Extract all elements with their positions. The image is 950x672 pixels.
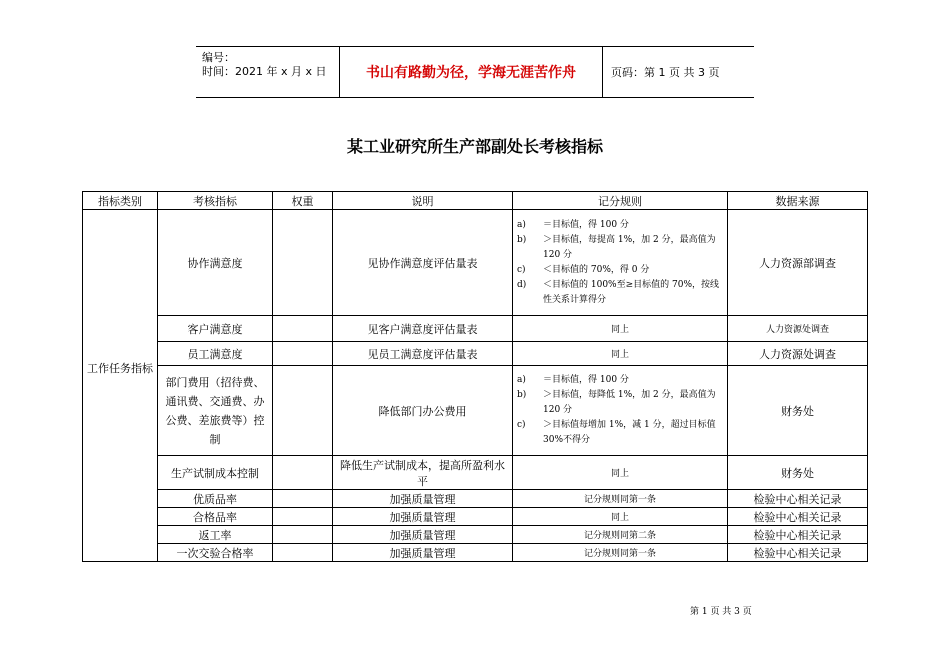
table-row	[83, 316, 868, 342]
page-info: 页码：第 1 页 共 3 页	[611, 66, 720, 79]
indicator-cell: 客户满意度	[158, 316, 273, 342]
weight-cell	[273, 508, 333, 526]
rules-cell	[513, 366, 728, 456]
rule-item: c) ＜目标值的 70%，得 0 分	[517, 264, 650, 275]
table-row	[83, 366, 868, 456]
desc-cell: 加强质量管理	[333, 544, 513, 562]
source-cell: 人力资源处调查	[728, 342, 868, 366]
desc-cell: 见客户满意度评估量表	[333, 316, 513, 342]
rule-item: c) ＞目标值每增加 1%，减 1 分，超过目标值 30%不得分	[517, 420, 716, 445]
weight-cell	[273, 526, 333, 544]
table-row	[83, 490, 868, 508]
page-footer: 第 1 页 共 3 页	[690, 607, 752, 617]
col-header: 说明	[333, 192, 513, 210]
source-cell: 人力资源处调查	[728, 316, 868, 342]
weight-cell	[273, 210, 333, 316]
source-cell: 人力资源部调查	[728, 210, 868, 316]
weight-cell	[273, 366, 333, 456]
indicator-cell: 部门费用（招待费、通讯费、交通费、办公费、差旅费等）控制	[158, 366, 273, 456]
indicator-cell: 一次交验合格率	[158, 544, 273, 562]
desc-cell: 降低部门办公费用	[333, 366, 513, 456]
header-meta	[196, 47, 340, 97]
weight-cell	[273, 456, 333, 490]
rule-cell: 同上	[513, 316, 728, 342]
table-header-row	[83, 192, 868, 210]
col-header: 数据来源	[728, 192, 868, 210]
table-row	[83, 456, 868, 490]
assessment-table	[82, 191, 868, 562]
rule-cell: 同上	[513, 508, 728, 526]
rule-item: b) ＞目标值，每提高 1%，加 2 分，最高值为 120 分	[517, 234, 716, 260]
rule-item: b) ＞目标值，每降低 1%，加 2 分，最高值为 120 分	[517, 390, 716, 415]
col-header: 考核指标	[158, 192, 273, 210]
table-row	[83, 210, 868, 316]
col-header: 指标类别	[83, 192, 158, 210]
source-cell: 检验中心相关记录	[728, 490, 868, 508]
col-header: 记分规则	[513, 192, 728, 210]
indicator-cell: 优质品率	[158, 490, 273, 508]
rule-cell: 记分规则同第一条	[513, 490, 728, 508]
rule-item: a) ＝目标值，得 100 分	[517, 219, 629, 230]
desc-cell: 降低生产试制成本，提高所盈利水平	[333, 456, 513, 490]
desc-cell: 加强质量管理	[333, 490, 513, 508]
weight-cell	[273, 316, 333, 342]
rules-cell	[513, 210, 728, 316]
table-row	[83, 544, 868, 562]
indicator-cell: 员工满意度	[158, 342, 273, 366]
indicator-cell: 生产试制成本控制	[158, 456, 273, 490]
desc-cell: 加强质量管理	[333, 508, 513, 526]
weight-cell	[273, 544, 333, 562]
indicator-cell: 协作满意度	[158, 210, 273, 316]
document-header	[196, 46, 754, 98]
table-row	[83, 342, 868, 366]
rule-cell: 记分规则同第二条	[513, 526, 728, 544]
indicator-cell: 返工率	[158, 526, 273, 544]
rule-cell: 同上	[513, 456, 728, 490]
weight-cell	[273, 490, 333, 508]
weight-cell	[273, 342, 333, 366]
indicator-cell: 合格品率	[158, 508, 273, 526]
table-row	[83, 508, 868, 526]
col-header: 权重	[273, 192, 333, 210]
time-label: 时间：2021 年 x 月 x 日	[202, 65, 327, 78]
source-cell: 检验中心相关记录	[728, 544, 868, 562]
page-title: 某工业研究所生产部副处长考核指标	[346, 137, 603, 156]
motto: 书山有路勤为径，学海无涯苦作舟	[340, 47, 603, 97]
desc-cell: 加强质量管理	[333, 526, 513, 544]
source-cell: 财务处	[728, 456, 868, 490]
source-cell: 检验中心相关记录	[728, 508, 868, 526]
number-label: 编号：	[202, 51, 235, 64]
desc-cell: 见协作满意度评估量表	[333, 210, 513, 316]
category-cell: 工作任务指标	[83, 210, 158, 562]
source-cell: 财务处	[728, 366, 868, 456]
rule-cell: 记分规则同第一条	[513, 544, 728, 562]
rule-cell: 同上	[513, 342, 728, 366]
source-cell: 检验中心相关记录	[728, 526, 868, 544]
rule-item: d) ＜目标值的 100%至≥目标值的 70%，按线性关系计算得分	[517, 279, 719, 305]
rule-item: a) ＝目标值，得 100 分	[517, 375, 629, 385]
desc-cell: 见员工满意度评估量表	[333, 342, 513, 366]
table-row	[83, 526, 868, 544]
